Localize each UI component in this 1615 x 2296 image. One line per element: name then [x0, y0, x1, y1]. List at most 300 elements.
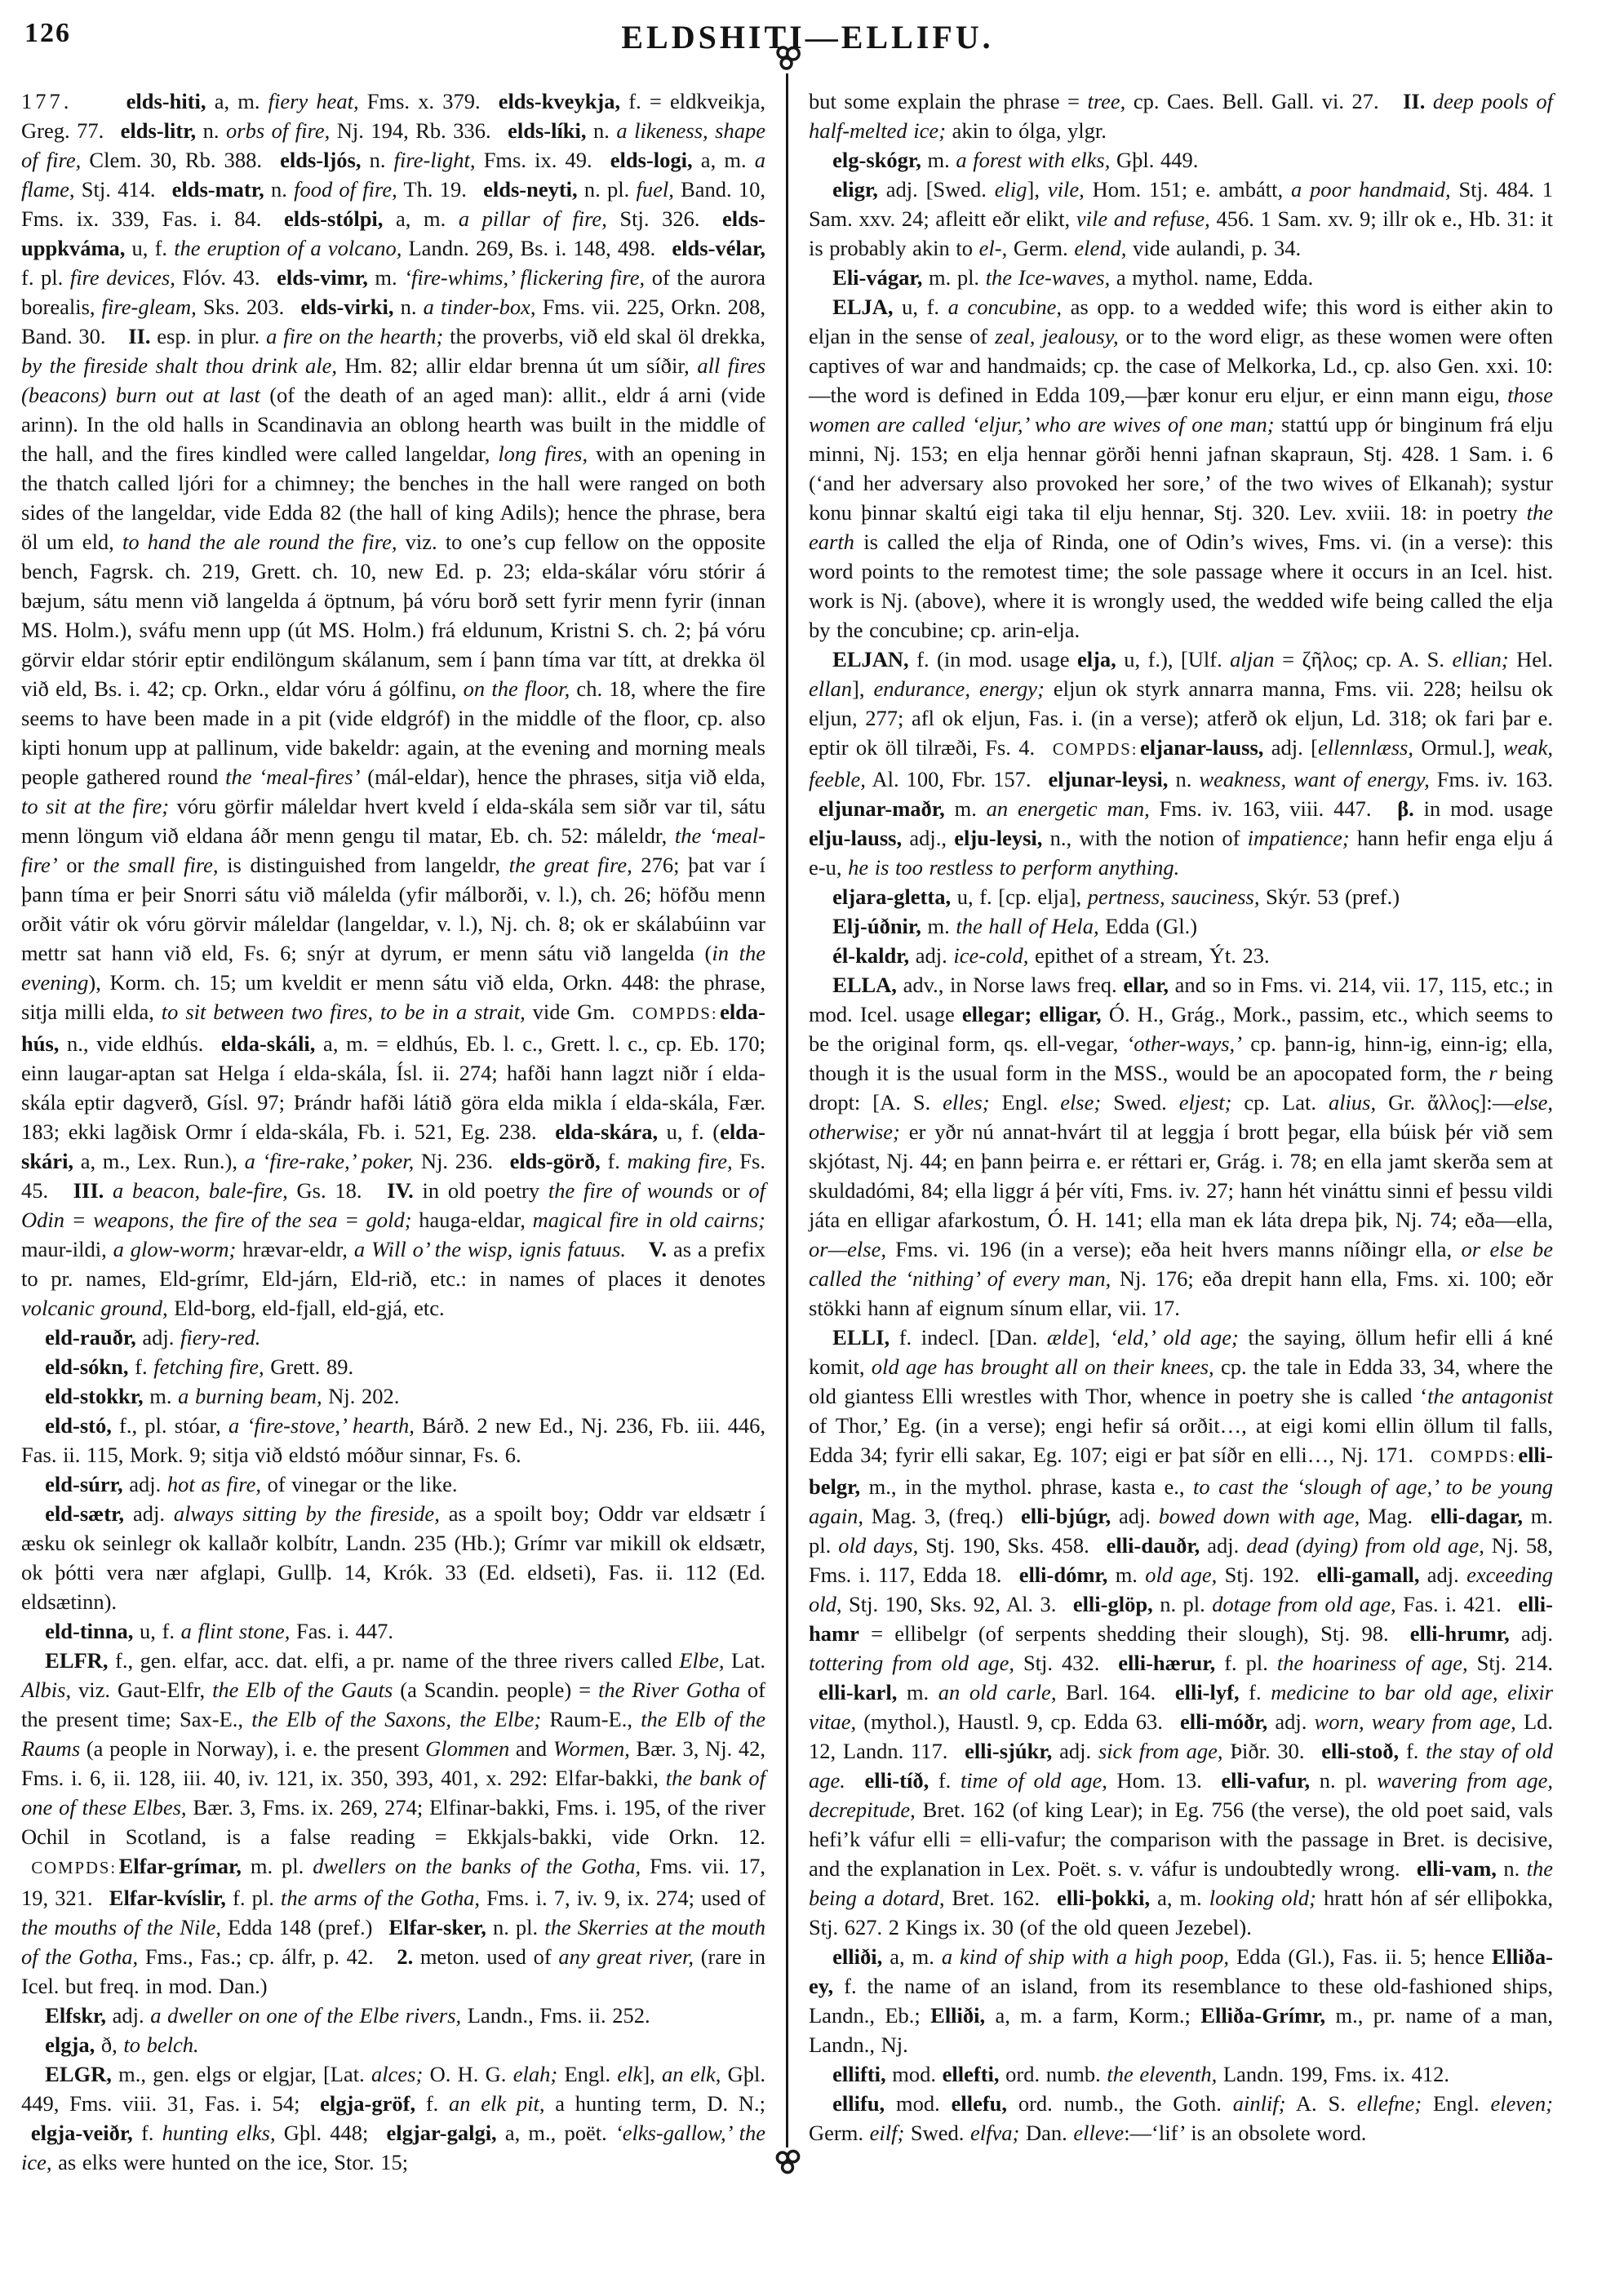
- text-segment: elleve: [1073, 2121, 1125, 2145]
- text-segment: f. indecl. [Dan.: [890, 1325, 1047, 1350]
- text-segment: Hom. 13.: [1107, 1768, 1212, 1793]
- text-segment: Ld. 12, Landn. 117.: [809, 1709, 1554, 1763]
- text-segment: ainlif;: [1232, 2091, 1286, 2116]
- text-segment: mod.: [885, 2062, 943, 2086]
- text-segment: to belch.: [123, 2032, 199, 2057]
- text-segment: ‘eld,’ old age;: [1110, 1325, 1239, 1350]
- text-segment: esp. in plur.: [150, 324, 267, 348]
- text-segment: aljan: [1230, 647, 1275, 672]
- text-segment: tottering from old age,: [809, 1651, 1014, 1675]
- text-segment: a ‘fire-rake,’ poker,: [244, 1149, 415, 1173]
- text-segment: elligar,: [1039, 1002, 1102, 1026]
- text-segment: epithet of a stream, Ýt. 23.: [1028, 943, 1270, 968]
- text-segment: ELGR,: [45, 2062, 112, 2086]
- text-segment: Gþl. 449.: [1110, 148, 1199, 172]
- text-segment: f.: [1399, 1739, 1426, 1763]
- text-segment: Elliða-ey,: [809, 1944, 1553, 1998]
- text-segment: dwellers on the banks of the Gotha,: [313, 1854, 641, 1878]
- text-segment: wavering from age, decrepitude,: [809, 1768, 1554, 1822]
- text-segment: the mouths of the Nile,: [21, 1915, 222, 1939]
- text-segment: all fires (beacons) burn out at last: [21, 353, 766, 407]
- page-number: 126: [24, 18, 71, 48]
- text-segment: elju-leysi,: [954, 826, 1043, 850]
- text-segment: Elfar-sker,: [388, 1915, 486, 1939]
- text-segment: COMPDS:: [1431, 1448, 1516, 1466]
- text-segment: a Will o’ the wisp, ignis fatuus.: [353, 1237, 626, 1261]
- text-segment: Fas. i. 447.: [290, 1619, 394, 1643]
- text-segment: of the aurora borealis,: [21, 265, 765, 319]
- text-segment: eld-stokkr,: [45, 1384, 144, 1408]
- text-segment: pertness, sauciness,: [1087, 884, 1260, 909]
- text-segment: Barl. 164.: [1056, 1680, 1165, 1704]
- text-segment: making fire,: [627, 1149, 733, 1173]
- text-segment: or else be called the ‘nithing’ of every man,: [809, 1237, 1553, 1291]
- text-segment: = ζῆλος; cp. A. S.: [1274, 647, 1453, 672]
- text-segment: a flame,: [21, 148, 766, 202]
- text-segment: adj.: [106, 2003, 151, 2028]
- text-segment: Fms., Fas.; cp. álfr, p. 42.: [138, 1944, 381, 1969]
- text-segment: ELLA,: [832, 973, 897, 997]
- text-segment: fetching fire,: [153, 1354, 264, 1379]
- text-segment: the fire of wounds: [548, 1178, 713, 1203]
- text-segment: Stj. 192.: [1217, 1562, 1307, 1587]
- text-segment: fire devices,: [69, 265, 175, 290]
- text-segment: ellar,: [1123, 973, 1169, 997]
- text-segment: the antagonist: [1427, 1384, 1553, 1408]
- text-segment: old days,: [838, 1533, 919, 1558]
- text-segment: u, f.), [Ulf.: [1116, 647, 1231, 672]
- text-segment: volcanic ground,: [21, 1296, 168, 1320]
- text-segment: Swed.: [904, 2121, 971, 2145]
- text-segment: the Elb of the Raums: [21, 1707, 766, 1761]
- text-segment: or to the word eligr, as these women were often captives of war and handmaids; cp. the case of Melkorka, Ld., cp. also Gen. xxi. 10:—the word is defined in Edda 109,—þær konur eru eljur, er einn mann eigu,: [809, 324, 1553, 407]
- entry-paragraph: [809, 1942, 1553, 2059]
- text-segment: Gr. ἄλλος]:—: [1376, 1090, 1515, 1115]
- text-segment: weakness, want of energy,: [1199, 767, 1430, 791]
- text-segment: Fms. vi. 196 (in a verse); eða heit hvers manns níðingr ella,: [885, 1237, 1462, 1261]
- text-segment: dotage from old age,: [1212, 1592, 1396, 1616]
- text-segment: long fires,: [498, 441, 588, 466]
- text-segment: Elfskr,: [45, 2003, 107, 2028]
- text-segment: elli-dagar,: [1430, 1504, 1524, 1528]
- text-segment: adj.: [1419, 1562, 1467, 1587]
- text-segment: a tinder-box,: [423, 295, 536, 319]
- text-segment: Bær. 3, Nj. 42, Fms. i. 6, ii. 128, iii. 40, iv. 121, ix. 350, 393, 401, x. 292: Elfar-bakki,: [21, 1736, 766, 1790]
- text-segment: ord. numb.: [999, 2062, 1107, 2086]
- text-segment: the being a dotard,: [809, 1856, 1553, 1910]
- text-segment: fiery heat,: [268, 89, 359, 113]
- text-segment: elli-þokki,: [1057, 1886, 1151, 1910]
- text-segment: elda-skári,: [21, 1119, 765, 1173]
- text-segment: akin to ólga, ylgr.: [946, 118, 1107, 143]
- text-segment: cp. the tale in Edda 33, 34, where the old giantess Elli wrestles with Thor, whence in poetry she is called ‘: [809, 1354, 1553, 1408]
- text-segment: and so in Fms. vi. 214, vii. 17, 115, etc.; in mod. Icel. usage: [809, 973, 1553, 1026]
- text-segment: Engl.: [1422, 2091, 1491, 2116]
- text-segment: adj.: [124, 1501, 174, 1526]
- text-segment: elds-logi,: [610, 148, 693, 172]
- text-segment: ellefne;: [1356, 2091, 1422, 2116]
- text-segment: a, m. a farm, Korm.;: [985, 2003, 1201, 2028]
- entry-paragraph: [21, 1646, 765, 2001]
- text-segment: a likeness, shape of fire,: [21, 118, 765, 172]
- text-segment: elli-gamall,: [1316, 1562, 1420, 1587]
- text-segment: elli-dauðr,: [1106, 1533, 1200, 1558]
- text-segment: Clem. 30, Rb. 388.: [81, 148, 271, 172]
- text-segment: elli-móðr,: [1179, 1709, 1268, 1734]
- text-segment: n. pl.: [1310, 1768, 1378, 1793]
- text-segment: tree,: [1087, 89, 1126, 113]
- entry-paragraph: [21, 2001, 765, 2030]
- text-segment: Wormen,: [552, 1736, 630, 1761]
- text-segment: f. = eldkveikja, Greg. 77.: [21, 89, 765, 143]
- text-segment: (mythol.), Haustl. 9, cp. Edda 63.: [856, 1709, 1171, 1734]
- entry-paragraph: [21, 1323, 765, 1352]
- text-segment: Edda (Gl.), Fas. ii. 5; hence: [1228, 1944, 1492, 1969]
- text-segment: the Skerries at the mouth of the Gotha,: [21, 1915, 766, 1969]
- text-segment: to hand the ale round the fire,: [122, 530, 397, 554]
- text-segment: m., in the mythol. phrase, kasta e.,: [860, 1474, 1193, 1499]
- text-segment: ],: [642, 2062, 663, 2086]
- text-segment: endurance, energy;: [873, 676, 1045, 701]
- text-segment: elli-karl,: [818, 1680, 898, 1704]
- text-segment: ælde: [1046, 1325, 1088, 1350]
- text-segment: an elk pit,: [449, 2091, 545, 2116]
- text-segment: eljunar-maðr,: [818, 796, 945, 821]
- text-segment: those women are called ‘eljur,’ who are wives of one man;: [809, 383, 1553, 437]
- text-segment: Hom. 151; e. ambátt,: [1084, 177, 1291, 202]
- text-segment: Gþl. 449, Fms. viii. 31, Fas. i. 54;: [21, 2062, 765, 2116]
- text-segment: and: [509, 1736, 553, 1761]
- text-segment: the bank of one of these Elbes,: [21, 1766, 766, 1820]
- text-segment: Elliða-Grímr,: [1200, 2003, 1326, 2028]
- text-segment: u, f. [cp. elja],: [951, 884, 1088, 909]
- text-segment: Fms. iv. 163.: [1429, 767, 1554, 791]
- text-segment: a kind of ship with a high poop,: [941, 1944, 1229, 1969]
- text-segment: elend,: [1074, 236, 1127, 260]
- text-segment: Elliði,: [930, 2003, 986, 2028]
- text-segment: Hel.: [1508, 647, 1554, 672]
- text-segment: mod.: [885, 2091, 952, 2116]
- text-segment: stattú upp ór binginum frá elju minni, Nj. 153; en elja hennar görði henni jafnan skapraun, Stj. 428. 1 Sam. i. 6 (‘and her adversary also provoked her sore,’ of the two wives of Elkanah); systur konu þinnar skaltú eigi taka til elju hennar, Stj. 320. Lev. xviii. 18: in poetry: [809, 412, 1553, 525]
- text-segment: IV.: [387, 1178, 414, 1203]
- text-segment: elds-litr,: [120, 118, 197, 143]
- text-segment: or: [57, 853, 94, 877]
- text-segment: fiery-red.: [180, 1325, 261, 1350]
- text-segment: Ó. H., Grág., Mork., passim, etc., which seems to be the original form, qs. ell-vegar,: [809, 1002, 1554, 1056]
- text-segment: n., with the notion of: [1042, 826, 1248, 850]
- text-segment: of the present time; Sax-E.,: [21, 1678, 765, 1731]
- text-segment: elli-glöp,: [1072, 1592, 1153, 1616]
- text-segment: u, f.: [133, 1619, 181, 1643]
- text-segment: f. (in mod. usage: [908, 647, 1077, 672]
- text-segment: in the evening: [21, 941, 765, 995]
- text-segment: elli-dómr,: [1018, 1562, 1108, 1587]
- text-segment: adj.: [1200, 1533, 1247, 1558]
- text-segment: Al. 100, Fbr. 157.: [865, 767, 1039, 791]
- text-segment: n.: [586, 118, 617, 143]
- text-segment: Mag.: [1360, 1504, 1421, 1528]
- text-segment: the Ice-waves,: [985, 265, 1111, 290]
- text-segment: ), Korm. ch. 15; um kveldit er menn sátu við elda, Orkn. 448: the phrase, sitja milli elda,: [21, 970, 765, 1024]
- text-segment: A. S.: [1285, 2091, 1357, 2116]
- text-segment: elds-hiti,: [126, 89, 206, 113]
- text-segment: m., pr. name of a man, Landn., Nj.: [809, 2003, 1553, 2057]
- text-segment: a, m.: [1150, 1886, 1209, 1910]
- text-segment: Bær. 3, Fms. ix. 269, 274; Elfinar-bakki, Fms. i. 195, of the river Ochil in Scotland, is a false reading = Ekkjals-bakki, vide Orkn. 12.: [21, 1795, 766, 1849]
- text-segment: u, f. (: [658, 1119, 721, 1144]
- text-segment: ice-cold,: [953, 943, 1029, 968]
- text-segment: the eruption of a volcano,: [174, 236, 402, 260]
- text-segment: elk: [617, 2062, 643, 2086]
- text-segment: elli-stoð,: [1321, 1739, 1400, 1763]
- text-segment: the hoariness of age,: [1276, 1651, 1468, 1675]
- text-segment: as elks were hunted on the ice, Stor. 15;: [51, 2150, 409, 2174]
- text-segment: the stay of old age.: [809, 1739, 1553, 1793]
- text-segment: the small fire,: [93, 853, 219, 877]
- text-segment: eld-sætr,: [45, 1501, 125, 1526]
- text-segment: a, m.: [383, 206, 459, 231]
- text-segment: a ‘fire-stove,’ hearth,: [228, 1413, 415, 1438]
- text-segment: Raum-E.,: [541, 1707, 641, 1731]
- text-segment: eljest;: [1178, 1090, 1232, 1115]
- text-segment: f.: [128, 1354, 154, 1379]
- text-segment: of vinegar or the like.: [260, 1472, 458, 1496]
- text-segment: as opp. to a wedded wife; this word is either akin to eljan in the sense of: [809, 295, 1554, 348]
- text-segment: alces;: [371, 2062, 424, 2086]
- text-segment: elli-vam,: [1417, 1856, 1497, 1881]
- text-segment: Nj. 236.: [414, 1149, 500, 1173]
- text-segment: hunting elks,: [162, 2121, 276, 2145]
- text-segment: m.: [921, 914, 956, 938]
- text-segment: cp. Caes. Bell. Gall. vi. 27.: [1125, 89, 1387, 113]
- text-segment: Fms. ix. 49.: [475, 148, 601, 172]
- text-segment: Stj. 484. 1 Sam. xxv. 24; afleitt eðr elikt,: [809, 177, 1553, 231]
- text-segment: elds-matr,: [171, 177, 264, 202]
- text-segment: medicine to bar old age, elixir vitae,: [809, 1680, 1554, 1734]
- text-segment: n. pl.: [577, 177, 637, 202]
- text-segment: Th. 19.: [397, 177, 474, 202]
- text-segment: Stj. 190, Sks. 92, Al. 3.: [841, 1592, 1063, 1616]
- text-segment: elliði,: [832, 1944, 883, 1969]
- text-segment: a flint stone,: [180, 1619, 291, 1643]
- text-segment: fuel,: [636, 177, 674, 202]
- text-segment: r: [1489, 1061, 1497, 1085]
- text-segment: m.: [897, 1680, 938, 1704]
- text-segment: elju-lauss,: [809, 826, 903, 850]
- text-segment: ellegar;: [961, 1002, 1032, 1026]
- text-segment: adj.: [1509, 1621, 1553, 1646]
- text-segment: él-kaldr,: [832, 943, 910, 968]
- text-segment: Fs. 45.: [21, 1149, 765, 1203]
- text-segment: ellan: [809, 676, 852, 701]
- text-segment: Nj. 58, Fms. i. 117, Edda 18.: [809, 1533, 1554, 1587]
- text-segment: weak, feeble,: [809, 735, 1554, 791]
- text-segment: in old poetry: [413, 1178, 548, 1203]
- text-segment: the River Gotha: [598, 1678, 740, 1702]
- text-segment: eleven;: [1490, 2091, 1553, 2116]
- trefoil-ornament-bottom-icon: [774, 2148, 801, 2177]
- text-segment: elgja,: [45, 2032, 95, 2057]
- text-segment: adj.: [1111, 1504, 1159, 1528]
- text-segment: Fms. vii. 17, 19, 321.: [21, 1854, 765, 1910]
- text-segment: [1032, 1002, 1039, 1026]
- text-segment: Dan.: [1019, 2121, 1074, 2145]
- text-segment: f.: [1239, 1680, 1271, 1704]
- text-segment: COMPDS:: [632, 1005, 718, 1023]
- text-segment: he is too restless to perform anything.: [848, 855, 1180, 880]
- text-segment: ],: [852, 676, 874, 701]
- text-segment: Nj. 176; eða drepit hann ella, Fms. xi. 100; eðr stökki hann af eignum sínum ellar, vii. 17.: [809, 1266, 1553, 1320]
- text-segment: a dweller on one of the Elbe rivers,: [150, 2003, 462, 2028]
- text-segment: Fas. i. 421.: [1395, 1592, 1509, 1616]
- text-segment: COMPDS:: [31, 1859, 118, 1877]
- text-segment: old age has brought all on their knees,: [871, 1354, 1214, 1379]
- text-segment: f.: [600, 1149, 628, 1173]
- text-segment: being dropt: [A. S.: [809, 1061, 1553, 1115]
- text-segment: Stj. 432.: [1014, 1651, 1109, 1675]
- entry-paragraph: [809, 1323, 1553, 1942]
- text-segment: elds-uppkváma,: [21, 206, 765, 260]
- text-segment: Elj-úðnir,: [832, 914, 921, 938]
- text-segment: f. pl.: [225, 1886, 282, 1910]
- entry-paragraph: [809, 2089, 1553, 2148]
- text-segment: Albis,: [21, 1678, 72, 1702]
- text-segment: eljara-gletta,: [832, 884, 952, 909]
- text-segment: a, m. = eldhús, Eb. l. c., Grett. l. c., cp. Eb. 170; einn laugar-aptan sat Helga í elda-skála, Ísl. ii. 274; hafði hann lagzt niðr í elda-skála eptir dagverð, Gísl. 97; Þrándr hafði látið göra elda mikla í elda-skála, Fær. 183; ekki lagðisk Ormr í elda-skála, Fb. i. 521, Eg. 238.: [21, 1031, 765, 1144]
- text-segment: n., vide eldhús.: [59, 1031, 211, 1056]
- text-segment: a pillar of fire,: [458, 206, 607, 231]
- text-segment: V.: [648, 1237, 668, 1261]
- text-segment: magical fire in old cairns;: [532, 1208, 765, 1232]
- text-segment: elds-vimr,: [277, 265, 368, 290]
- text-segment: time of old age,: [960, 1768, 1107, 1793]
- text-segment: Landn. 199, Fms. ix. 412.: [1217, 2062, 1449, 2086]
- page-header: [21, 16, 1594, 86]
- text-segment: n. pl.: [1152, 1592, 1213, 1616]
- text-segment: [104, 1178, 113, 1203]
- text-segment: Engl.: [989, 1090, 1061, 1115]
- text-segment: Skýr. 53 (pref.): [1259, 884, 1400, 909]
- text-segment: the saying, öllum hefir elli á kné komit,: [809, 1325, 1553, 1379]
- text-segment: ELLI,: [832, 1325, 890, 1350]
- text-segment: elds-líki,: [508, 118, 587, 143]
- text-segment: n.: [1168, 767, 1200, 791]
- text-segment: a, m.: [882, 1944, 942, 1969]
- right-column: [809, 86, 1553, 2177]
- text-segment: ],: [1027, 177, 1048, 202]
- text-segment: Mag. 3, (freq.): [863, 1504, 1012, 1528]
- text-segment: elli-hærur,: [1118, 1651, 1216, 1675]
- text-segment: f.: [415, 2091, 450, 2116]
- text-segment: but some explain the phrase =: [809, 89, 1088, 113]
- text-segment: exceeding old,: [809, 1562, 1553, 1616]
- text-segment: looking old;: [1209, 1886, 1316, 1910]
- text-segment: β.: [1397, 796, 1414, 821]
- entry-paragraph: [809, 175, 1553, 263]
- text-segment: elda-skáli,: [220, 1031, 316, 1056]
- text-segment: ellian;: [1452, 647, 1509, 672]
- text-segment: n.: [264, 177, 295, 202]
- text-segment: elli-hamr: [809, 1592, 1553, 1646]
- text-segment: 276; þat var í þann tíma er þeir Snorri sátu við málelda (yfir málborði, v. l.), ch. 26; höfðu menn orðit vátir ok vóru görvir máleldar (langeldar, v. l.), Nj. ch. 8; ok er skálabúinn var mettr sat hann við eld, Fs. 6; snýr at dyrum, er menn sátu við langelda (: [21, 853, 765, 965]
- text-segment: hann hefir enga elju á e-u,: [809, 826, 1554, 880]
- text-segment: the great fire,: [508, 853, 632, 877]
- text-segment: any great river,: [558, 1944, 694, 1969]
- text-segment: a forest with elks,: [956, 148, 1111, 172]
- text-segment: a burning beam,: [178, 1384, 322, 1408]
- entry-paragraph: [21, 1381, 765, 1411]
- text-segment: Fms. i. 7, iv. 9, ix. 274; used of: [479, 1886, 766, 1910]
- text-segment: a mythol. name, Edda.: [1110, 265, 1314, 290]
- text-segment: the earth: [809, 500, 1553, 554]
- text-segment: meton. used of: [413, 1944, 559, 1969]
- text-segment: (a people in Norway), i. e. the present: [80, 1736, 426, 1761]
- text-segment: eilf;: [869, 2121, 905, 2145]
- text-segment: hauga-eldar,: [411, 1208, 533, 1232]
- text-columns: [21, 86, 1594, 2177]
- text-segment: ch. 18, where the fire seems to have been made in a pit (vide eldgróf) in the middle of the floor, cp. also kipti honum upp at pallinum, vide bakeldr: again, at the evening and morning meals people gathered round: [21, 676, 765, 789]
- text-segment: [626, 1237, 632, 1261]
- text-segment: eld-rauðr,: [45, 1325, 136, 1350]
- text-segment: vide Gm.: [525, 1000, 623, 1024]
- text-segment: m. pl.: [241, 1854, 313, 1878]
- text-segment: elds-vélar,: [672, 236, 765, 260]
- text-segment: as a spoilt boy; Oddr var eldsætr í æsku ok seinlegr ok kallaðr kolbítr, Landn. 235 (Hb.); Grímr var mikill ok eldsætr, ok þótti vera nær afglapi, Gullþ. 14, Krók. 33 (Ed. eldseti), Fas. ii. 112 (Ed. eldsætinn).: [21, 1501, 766, 1614]
- text-segment: u, f.: [893, 295, 948, 319]
- text-segment: f., gen. elfar, acc. dat. elfi, a pr. name of the three rivers called: [108, 1648, 680, 1673]
- text-segment: eld-stó,: [45, 1413, 112, 1438]
- entry-paragraph: [809, 145, 1553, 175]
- text-segment: COMPDS:: [1052, 741, 1138, 759]
- text-segment: n. pl.: [486, 1915, 545, 1939]
- text-segment: vile and refuse,: [1076, 206, 1210, 231]
- text-segment: Eld-borg, eld-fjall, eld-gjá, etc.: [167, 1296, 445, 1320]
- text-segment: an old carle,: [938, 1680, 1057, 1704]
- entry-paragraph: [21, 1352, 765, 1381]
- text-segment: ð,: [95, 2032, 124, 2057]
- text-segment: else;: [1060, 1090, 1102, 1115]
- text-segment: elds-görð,: [509, 1149, 601, 1173]
- text-segment: Fms. vii. 225, Orkn. 208, Band. 30.: [21, 295, 766, 348]
- text-segment: (rare in Icel. but freq. in mod. Dan.): [21, 1944, 765, 1998]
- text-segment: Stj. 326.: [606, 206, 713, 231]
- text-segment: 2.: [397, 1944, 414, 1969]
- entry-paragraph: [809, 292, 1553, 645]
- text-segment: Fms. iv. 163, viii. 447.: [1149, 796, 1382, 821]
- text-segment: Nj. 194, Rb. 336.: [330, 118, 499, 143]
- text-segment: [1425, 89, 1433, 113]
- text-segment: adj.: [135, 1325, 181, 1350]
- text-segment: eld-sókn,: [45, 1354, 129, 1379]
- text-segment: ellennlæss,: [1317, 735, 1413, 760]
- text-segment: elg-skógr,: [832, 148, 921, 172]
- text-segment: on the floor,: [463, 676, 570, 701]
- text-segment: Bret. 162 (of king Lear); in Eg. 756 (the verse), the old poet said, vals hefi’k váfur elli = elli-vafur; the comparison with the passage in Bret. is decisive, and the explanation in Lex. Poët. s. v. váfur is undoubtedly wrong.: [809, 1797, 1553, 1881]
- text-segment: worn, weary from age,: [1314, 1709, 1516, 1734]
- text-segment: Stj. 190, Sks. 458.: [918, 1533, 1097, 1558]
- text-segment: a, m., poët.: [496, 2121, 615, 2145]
- text-segment: el-,: [978, 236, 1008, 260]
- text-segment: adj.,: [902, 826, 955, 850]
- text-segment: elli-lyf,: [1174, 1680, 1240, 1704]
- text-segment: Bárð. 2 new Ed., Nj. 236, Fb. iii. 446, Fas. ii. 115, Mork. 9; sitja við eldstó móður sinnar, Fs. 6.: [21, 1413, 765, 1467]
- text-segment: to sit at the fire;: [21, 794, 170, 818]
- text-segment: Bret. 162.: [944, 1886, 1048, 1910]
- text-segment: Ormul.],: [1413, 735, 1503, 760]
- text-segment: Band. 10, Fms. ix. 339, Fas. i. 84.: [21, 177, 766, 231]
- text-segment: u, f.: [125, 236, 175, 260]
- text-segment: elfva;: [970, 2121, 1020, 2145]
